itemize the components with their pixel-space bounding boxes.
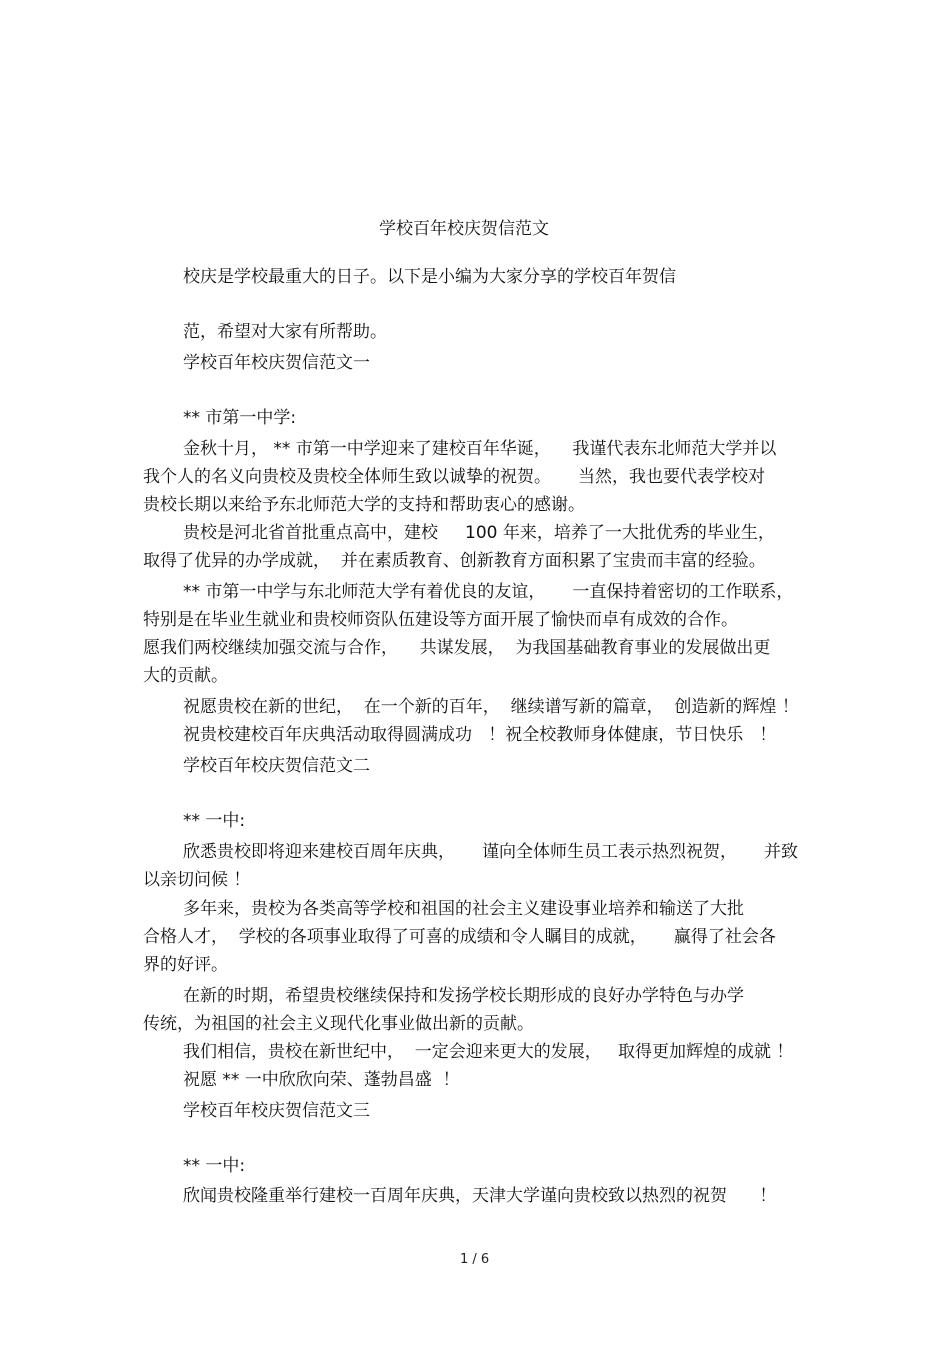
- section-heading-2: 学校百年校庆贺信范文二: [183, 756, 370, 776]
- body-line: 大的贡献。: [143, 666, 228, 686]
- body-line: 祝贵校建校百年庆典活动取得圆满成功 ！祝全校教师身体健康，节日快乐 ！: [183, 725, 777, 745]
- body-line: 欣闻贵校隆重举行建校一百周年庆典，天津大学谨向贵校致以热烈的祝贺 ！: [183, 1186, 777, 1206]
- salutation-1: ** 市第一中学:: [183, 408, 297, 428]
- body-line: 我个人的名义向贵校及贵校全体师生致以诚挚的祝贺。 当然，我也要代表学校对: [143, 467, 766, 487]
- body-line: 特别是在毕业生就业和贵校师资队伍建设等方面开展了愉快而卓有成效的合作。: [143, 610, 738, 630]
- body-line: 我们相信，贵校在新世纪中， 一定会迎来更大的发展， 取得更加辉煌的成就 ！: [183, 1042, 794, 1062]
- body-line: 取得了优异的办学成就， 并在素质教育、创新教育方面积累了宝贵而丰富的经验。: [143, 551, 766, 571]
- body-line: 贵校是河北省首批重点高中，建校 100 年来，培养了一大批优秀的毕业生，: [183, 523, 775, 543]
- intro-line-1: 校庆是学校最重大的日子。以下是小编为大家分享的学校百年贺信: [183, 267, 676, 287]
- body-line: 在新的时期，希望贵校继续保持和发扬学校长期形成的良好办学特色与办学: [183, 986, 744, 1006]
- salutation-3: ** 一中:: [183, 1156, 246, 1176]
- body-line: 贵校长期以来给予东北师范大学的支持和帮助衷心的感谢。: [143, 495, 585, 515]
- section-heading-3: 学校百年校庆贺信范文三: [183, 1101, 370, 1121]
- page-number: 1 / 6: [460, 1252, 490, 1267]
- body-line: 界的好评。: [143, 955, 228, 975]
- body-line: 欣悉贵校即将迎来建校百周年庆典， 谨向全体师生员工表示热烈祝贺， 并致: [183, 842, 799, 862]
- section-heading-1: 学校百年校庆贺信范文一: [183, 353, 370, 373]
- document-title: 学校百年校庆贺信范文: [379, 219, 549, 239]
- salutation-2: ** 一中:: [183, 811, 246, 831]
- intro-line-2: 范，希望对大家有所帮助。: [183, 322, 387, 342]
- body-line: 愿我们两校继续加强交流与合作， 共谋发展， 为我国基础教育事业的发展做出更: [143, 638, 771, 658]
- body-line: 祝愿贵校在新的世纪， 在一个新的百年， 继续谱写新的篇章， 创造新的辉煌 ！: [183, 697, 799, 717]
- body-line: ** 市第一中学与东北师范大学有着优良的友谊， 一直保持着密切的工作联系，: [183, 582, 794, 602]
- body-line: 金秋十月， ** 市第一中学迎来了建校百年华诞， 我谨代表东北师范大学并以: [183, 439, 777, 459]
- body-line: 传统，为祖国的社会主义现代化事业做出新的贡献。: [143, 1014, 534, 1034]
- body-line: 多年来，贵校为各类高等学校和祖国的社会主义建设事业培养和输送了大批: [183, 899, 744, 919]
- body-line: 祝愿 ** 一中欣欣向荣、蓬勃昌盛 ！: [183, 1070, 460, 1090]
- body-line: 合格人才， 学校的各项事业取得了可喜的成绩和令人瞩目的成就， 赢得了社会各: [143, 927, 776, 947]
- body-line: 以亲切问候 ！: [143, 870, 251, 890]
